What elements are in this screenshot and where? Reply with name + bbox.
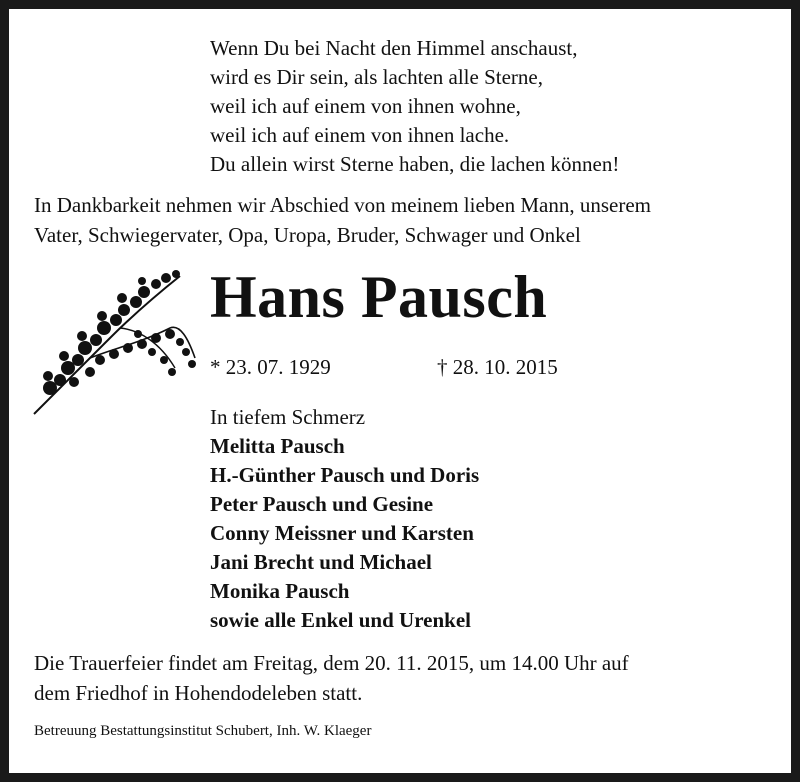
mourner-name: Jani Brecht und Michael: [210, 550, 432, 574]
ivy-branch-icon: [30, 268, 200, 418]
funeral-home-credit: Betreuung Bestattungsinstitut Schubert, Inh. W. Klaeger: [34, 723, 372, 739]
intro-line: In Dankbarkeit nehmen wir Abschied von meinem lieben Mann, unserem: [34, 193, 651, 217]
intro-text: [34, 190, 651, 250]
funeral-line: dem Friedhof in Hohendodeleben statt.: [34, 681, 363, 705]
poem-line: weil ich auf einem von ihnen wohne,: [210, 94, 521, 118]
funeral-info: [34, 648, 629, 708]
poem-line: wird es Dir sein, als lachten alle Sterne,: [210, 65, 543, 89]
mourner-name: sowie alle Enkel und Urenkel: [210, 608, 471, 632]
mourner-name: Conny Meissner und Karsten: [210, 521, 474, 545]
mourners-list: [210, 403, 479, 635]
poem-line: Du allein wirst Sterne haben, die lachen können!: [210, 152, 620, 176]
death-date: † 28. 10. 2015: [437, 355, 558, 379]
deceased-name: Hans Pausch: [210, 264, 548, 330]
poem: [210, 34, 619, 179]
poem-line: Wenn Du bei Nacht den Himmel anschaust,: [210, 36, 578, 60]
mourner-name: Monika Pausch: [210, 579, 350, 603]
funeral-line: Die Trauerfeier findet am Freitag, dem 20. 11. 2015, um 14.00 Uhr auf: [34, 651, 629, 675]
mourner-name: H.-Günther Pausch und Doris: [210, 463, 480, 487]
mourner-name: Peter Pausch und Gesine: [210, 492, 434, 516]
mourners-lead: In tiefem Schmerz: [210, 405, 366, 429]
intro-line: Vater, Schwiegervater, Opa, Uropa, Bruder, Schwager und Onkel: [34, 223, 581, 247]
mourner-name: Melitta Pausch: [210, 434, 345, 458]
poem-line: weil ich auf einem von ihnen lache.: [210, 123, 510, 147]
birth-date: * 23. 07. 1929: [210, 355, 331, 379]
